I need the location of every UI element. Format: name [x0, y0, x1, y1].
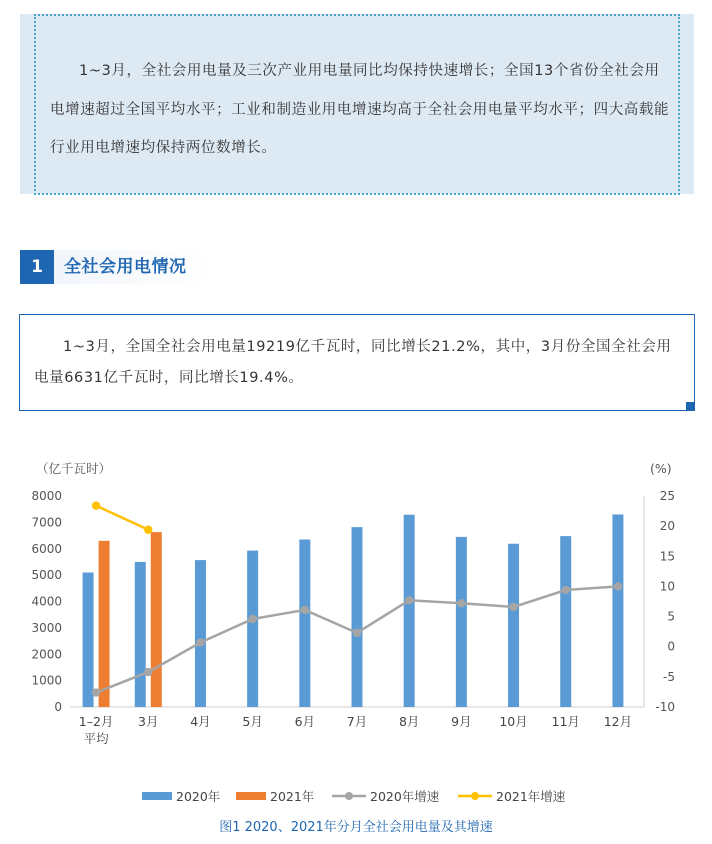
- left-tick-label: 6000: [31, 541, 62, 556]
- bar-2020: [508, 544, 519, 707]
- legend-label: 2021年增速: [496, 789, 566, 804]
- growth-2021-point: [92, 501, 100, 509]
- section-header: [20, 250, 210, 284]
- x-tick-label: 11月: [551, 714, 580, 729]
- figure-caption: 图1 2020、2021年分月全社会用电量及其增速: [219, 820, 493, 835]
- right-axis-ticks: [655, 489, 675, 714]
- summary-text: 1~3月，全社会用电量及三次产业用电量同比均保持快速增长；全国13个省份全社会用电增速超过全国平均水平；工业和制造业用电增速均高于全社会用电量平均水平；四大高载能行业用电增速均保持两位数增长。: [50, 63, 670, 156]
- legend-label: 2021年: [270, 789, 315, 804]
- paragraph-box: [19, 314, 695, 411]
- bar-2020: [195, 560, 206, 707]
- bar-2020: [560, 536, 571, 707]
- growth-2020-point: [405, 596, 413, 604]
- x-tick-label: 8月: [398, 714, 420, 729]
- x-tick-label: 3月: [138, 714, 159, 729]
- bar-2020: [404, 515, 415, 707]
- growth-2020-point: [248, 615, 256, 623]
- legend-swatch: [236, 792, 266, 800]
- growth-2020-point: [457, 599, 465, 607]
- left-axis-ticks: [31, 489, 62, 714]
- right-tick-label: 15: [659, 549, 675, 564]
- growth-2020-point: [562, 586, 570, 594]
- x-tick-label: 1–2月: [78, 714, 114, 729]
- right-tick-label: 0: [667, 639, 675, 654]
- bar-2020: [612, 514, 623, 707]
- x-tick-label: 9月: [451, 714, 472, 729]
- bars: [83, 514, 624, 707]
- legend-swatch: [142, 792, 172, 800]
- growth-2020-point: [509, 603, 517, 611]
- growth-2020-point: [144, 668, 152, 676]
- right-tick-label: 10: [659, 579, 675, 594]
- bar-2021: [99, 541, 110, 707]
- x-tick-label: 12月: [603, 714, 633, 729]
- left-axis-unit: （亿千瓦时）: [36, 461, 112, 476]
- bar-2020: [247, 551, 258, 707]
- bar-2020: [299, 540, 310, 707]
- bar-2021: [151, 532, 162, 707]
- x-tick-label: 5月: [242, 714, 263, 729]
- section-number: 1: [20, 250, 54, 284]
- x-tick-label: 7月: [346, 714, 368, 729]
- x-tick-label: 平均: [83, 731, 109, 746]
- corner-marker: [686, 402, 695, 411]
- section-title: 全社会用电情况: [64, 257, 187, 277]
- legend-swatch-point: [345, 792, 353, 800]
- legend-swatch-point: [471, 792, 479, 800]
- growth-2021-point: [144, 526, 152, 534]
- legend-label: 2020年: [176, 789, 221, 804]
- left-tick-label: 5000: [31, 568, 62, 583]
- left-tick-label: 3000: [31, 620, 62, 635]
- bar-2020: [83, 572, 94, 707]
- growth-2020-point: [196, 638, 204, 646]
- right-tick-label: -10: [655, 700, 675, 714]
- right-tick-label: -5: [663, 669, 675, 684]
- bar-2020: [352, 527, 363, 707]
- x-axis-labels: [79, 714, 632, 746]
- right-tick-label: 25: [659, 489, 675, 503]
- electricity-chart: [0, 440, 712, 810]
- legend: [142, 789, 566, 804]
- left-tick-label: 1000: [31, 673, 62, 688]
- growth-2020-point: [92, 688, 100, 696]
- x-tick-label: 10月: [499, 714, 528, 729]
- legend-label: 2020年增速: [370, 789, 440, 804]
- left-tick-label: 4000: [31, 594, 62, 609]
- left-tick-label: 7000: [31, 515, 62, 530]
- growth-2020-point: [301, 606, 309, 614]
- growth-2020-point: [353, 629, 361, 637]
- bar-2020: [135, 562, 146, 707]
- right-axis-unit: (%): [650, 461, 672, 476]
- growth-2021-line: [96, 506, 148, 530]
- x-tick-label: 4月: [190, 714, 211, 729]
- right-tick-label: 20: [659, 519, 675, 534]
- left-tick-label: 2000: [31, 647, 62, 662]
- left-tick-label: 8000: [31, 489, 62, 503]
- growth-2020-point: [614, 582, 622, 590]
- left-tick-label: 0: [54, 700, 62, 714]
- bar-2020: [456, 537, 467, 707]
- x-tick-label: 6月: [294, 714, 316, 729]
- right-tick-label: 5: [667, 609, 675, 624]
- paragraph-text: 1~3月，全国全社会用电量19219亿千瓦时，同比增长21.2%，其中，3月份全国全社会用电量6631亿千瓦时，同比增长19.4%。: [34, 339, 672, 386]
